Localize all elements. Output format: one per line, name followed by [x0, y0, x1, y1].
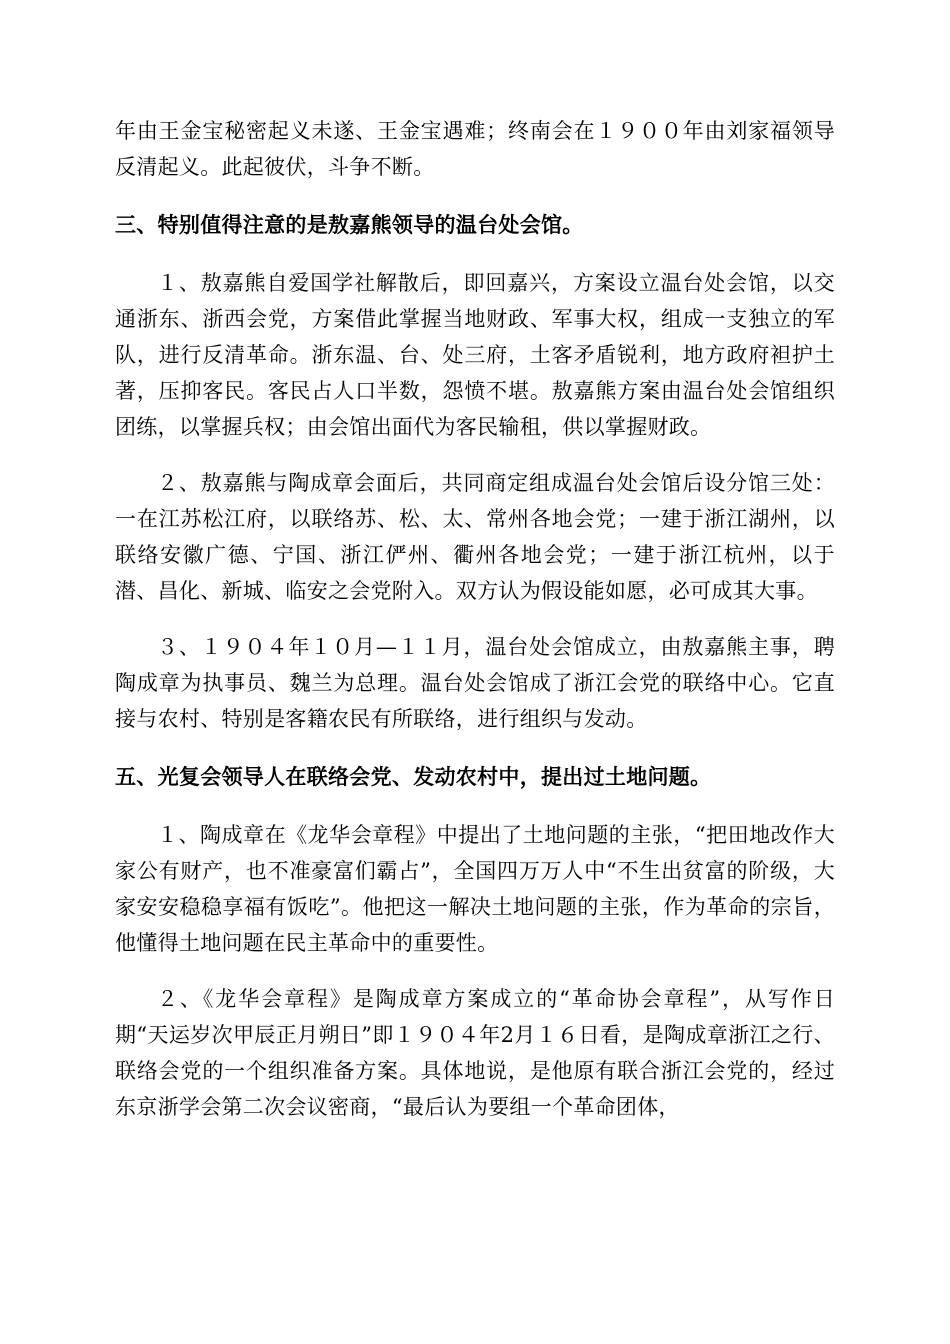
paragraph-item-1-association: １、敖嘉熊自爱国学社解散后，即回嘉兴，方案设立温台处会馆，以交通浙东、浙西会党，方案借此掌握当地财政、军事大权，组成一支独立的军队，进行反清革命。浙东温、台、处三府，土客矛盾锐利，地方政府袒护土著，压抑客民。客民占人口半数，怨愤不堪。敖嘉熊方案由温台处会馆组织团练，以掌握兵权；由会馆出面代为客民输租，供以掌握财政。 — [115, 271, 835, 439]
paragraph-continued: 年由王金宝秘密起义未遂、王金宝遇难；终南会在１９００年由刘家福领导反清起义。此起彼伏，斗争不断。 — [115, 119, 835, 179]
paragraph-item-1-land: １、陶成章在《龙华会章程》中提出了土地问题的主张，“把田地改作大家公有财产，也不准豪富们霸占”，全国四万万人中“不生出贫富的阶级，大家安安稳稳享福有饭吃”。他把这一解决土地问题的主张，作为革命的宗旨，他懂得土地问题在民主革命中的重要性。 — [115, 823, 835, 955]
section-heading-five: 五、光复会领导人在联络会党、发动农村中，提出过土地问题。 — [115, 765, 712, 789]
paragraph-item-3-founding: ３、１９０４年１０月—１１月，温台处会馆成立，由敖嘉熊主事，聘陶成章为执事员、魏兰为总理。温台处会馆成了浙江会党的联络中心。它直接与农村、特别是客籍农民有所联络，进行组织与发动。 — [115, 635, 835, 731]
paragraph-item-2-charter: ２、《龙华会章程》是陶成章方案成立的“革命协会章程”，从写作日期“天运岁次甲辰正月朔日”即１９０４年2月１６日看，是陶成章浙江之行、联络会党的一个组织准备方案。具体地说，是他原有联合浙江会党的，经过东京浙学会第二次会议密商，“最后认为要组一个革命团体， — [115, 987, 835, 1119]
section-heading-three: 三、特别值得注意的是敖嘉熊领导的温台处会馆。 — [115, 213, 584, 237]
document-page — [115, 113, 835, 1125]
paragraph-item-2-branches: ２、敖嘉熊与陶成章会面后，共同商定组成温台处会馆后设分馆三处：一在江苏松江府，以联络苏、松、太、常州各地会党；一建于浙江湖州，以联络安徽广德、宁国、浙江俨州、衢州各地会党；一建于浙江杭州，以于潜、昌化、新城、临安之会党附入。双方认为假设能如愿，必可成其大事。 — [115, 471, 835, 603]
